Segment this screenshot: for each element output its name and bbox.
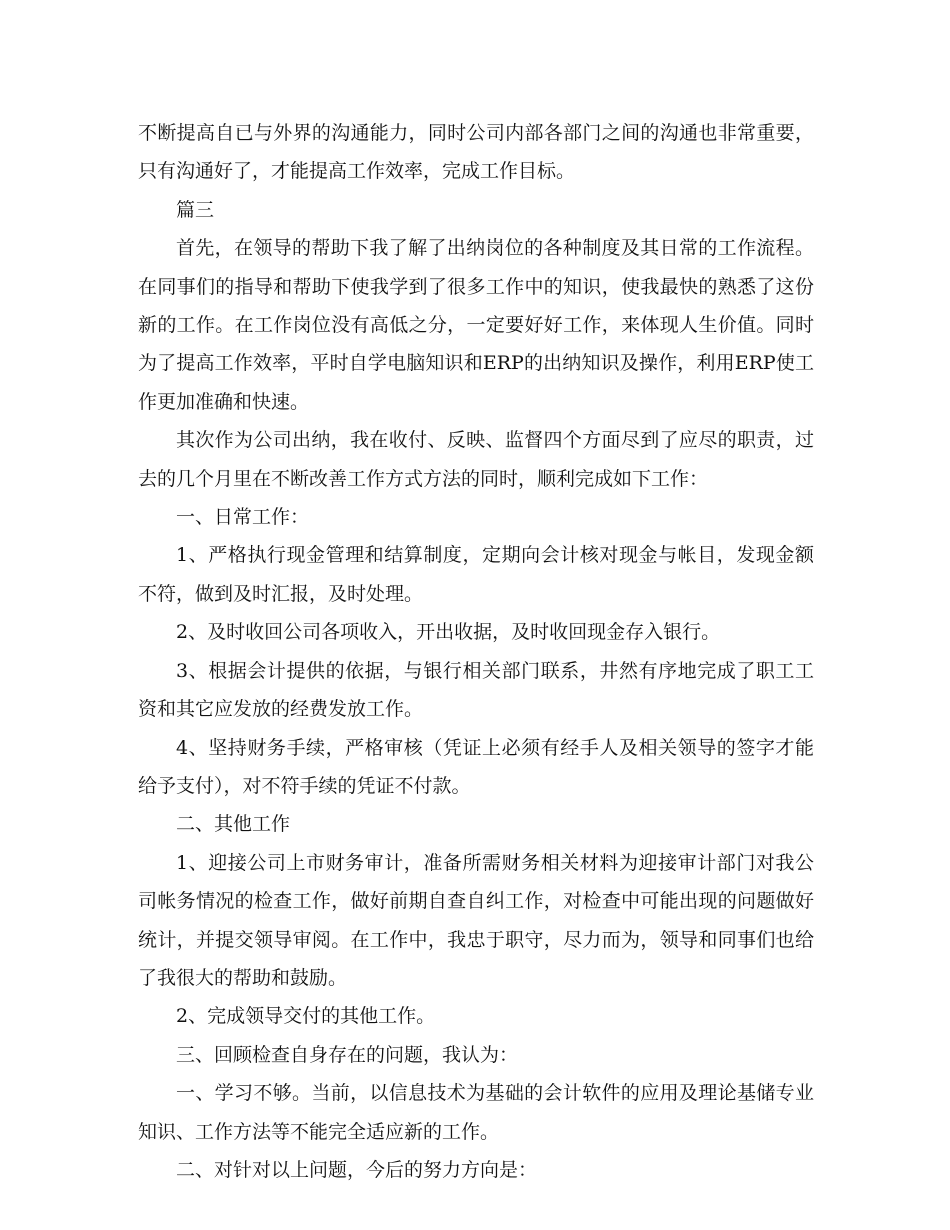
paragraph-secondly: 其次作为公司出纳，我在收付、反映、监督四个方面尽到了应尽的职责，过去的几个月里在不断改善工作方式方法的同时，顺利完成如下工作： [138, 429, 814, 490]
other-work-item-2: 2、完成领导交付的其他工作。 [176, 1005, 436, 1028]
self-review-item-2: 二、对针对以上问题，今后的努力方向是： [176, 1158, 538, 1181]
daily-work-item-1: 1、严格执行现金管理和结算制度，定期向会计核对现金与帐目，发现金额不符，做到及时汇报，及时处理。 [138, 544, 814, 605]
document-page [138, 114, 814, 1189]
section-heading-pian-san: 篇三 [176, 198, 215, 221]
self-review-item-1: 一、学习不够。当前，以信息技术为基础的会计软件的应用及理论基储专业知识、工作方法等不能完全适应新的工作。 [138, 1082, 814, 1143]
paragraph-firstly: 首先，在领导的帮助下我了解了出纳岗位的各种制度及其日常的工作流程。在同事们的指导和帮助下使我学到了很多工作中的知识，使我最快的熟悉了这份新的工作。在工作岗位没有高低之分，一定要好好工作，来体现人生价值。同时为了提高工作效率，平时自学电脑知识和ERP的出纳知识及操作，利用ERP使工作更加准确和快速。 [138, 237, 814, 413]
heading-self-review: 三、回顾检查自身存在的问题，我认为： [176, 1043, 519, 1066]
paragraph-1: 不断提高自已与外界的沟通能力，同时公司内部各部门之间的沟通也非常重要，只有沟通好了，才能提高工作效率，完成工作目标。 [138, 122, 814, 183]
daily-work-item-4: 4、坚持财务手续，严格审核（凭证上必须有经手人及相关领导的签字才能给予支付），对不符手续的凭证不付款。 [138, 736, 814, 797]
daily-work-item-2: 2、及时收回公司各项收入，开出收据，及时收回现金存入银行。 [176, 621, 721, 644]
daily-work-item-3: 3、根据会计提供的依据，与银行相关部门联系，井然有序地完成了职工工资和其它应发放的经费发放工作。 [138, 659, 814, 721]
heading-other-work: 二、其他工作 [176, 813, 291, 836]
heading-daily-work: 一、日常工作： [176, 506, 310, 529]
other-work-item-1: 1、迎接公司上市财务审计，准备所需财务相关材料为迎接审计部门对我公司帐务情况的检查工作，做好前期自查自纠工作，对检查中可能出现的问题做好统计，并提交领导审阅。在工作中，我忠于职守，尽力而为，领导和同事们也给了我很大的帮助和鼓励。 [138, 851, 814, 989]
